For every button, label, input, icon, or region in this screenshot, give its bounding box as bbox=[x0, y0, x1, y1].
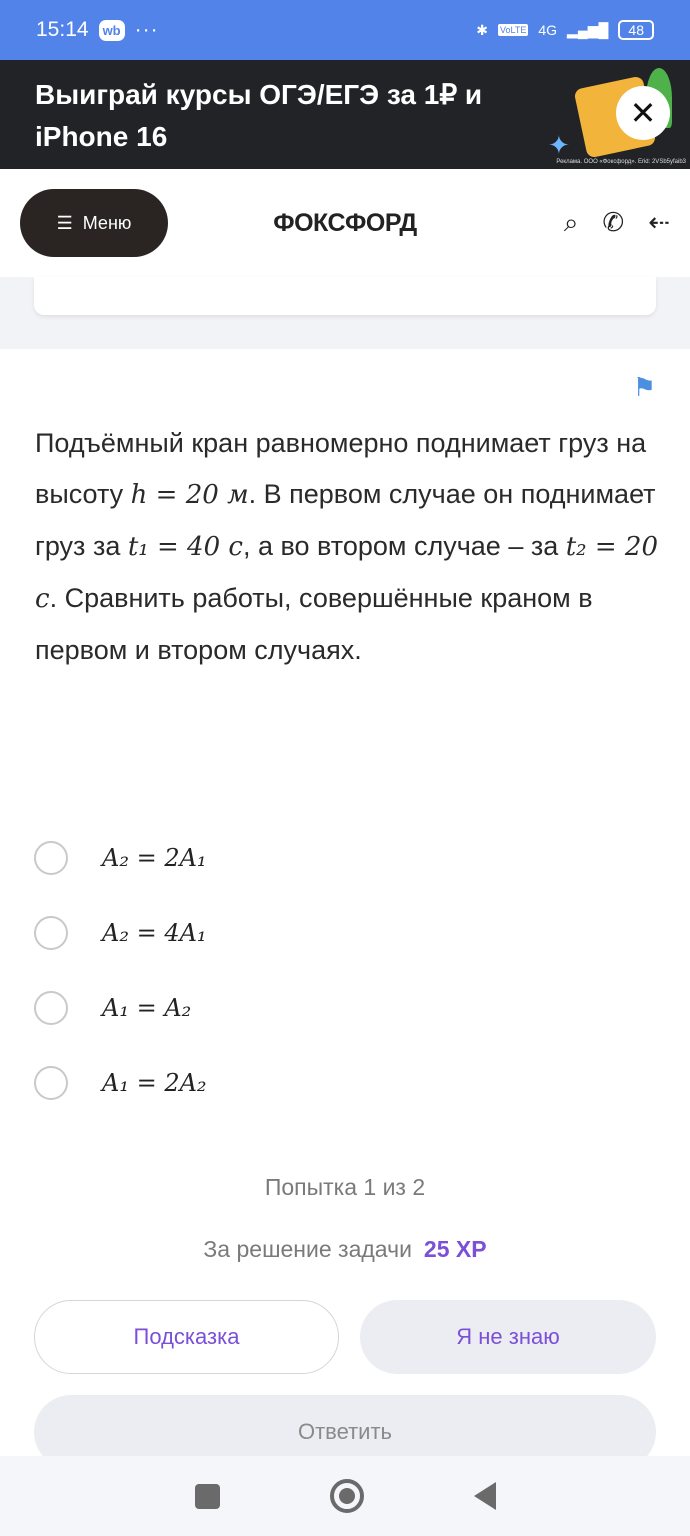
card-bottom bbox=[34, 277, 656, 315]
previous-section bbox=[0, 277, 690, 349]
menu-icon: ☰ bbox=[56, 212, 73, 233]
bluetooth-icon: ✱ bbox=[476, 21, 488, 38]
answer-option[interactable]: A₂ = 2A₁ bbox=[34, 820, 207, 895]
answer-option[interactable]: A₁ = 2A₂ bbox=[34, 1045, 207, 1120]
recent-apps-button[interactable] bbox=[195, 1484, 220, 1509]
login-icon[interactable]: ⇠ bbox=[648, 207, 670, 237]
answer-option[interactable]: A₁ = A₂ bbox=[34, 970, 207, 1045]
answer-option[interactable]: A₂ = 4A₁ bbox=[34, 895, 207, 970]
home-button[interactable] bbox=[330, 1479, 364, 1513]
site-header bbox=[0, 169, 690, 277]
clock: 15:14 bbox=[36, 18, 89, 41]
menu-button[interactable] bbox=[20, 189, 168, 257]
question-text: Подъёмный кран равномерно поднимает груз на высоту h = 20 м. В первом случае он поднимает груз за t₁ = 40 с, а во втором случае – за t₂ = 20 с. Сравнить работы, совершённые краном в первом и втором случаях. bbox=[35, 428, 659, 665]
radio-button[interactable] bbox=[34, 991, 68, 1025]
foxford-logo[interactable]: ФОКСФОРД bbox=[273, 208, 417, 237]
more-notifications-icon: ··· bbox=[134, 18, 159, 41]
signal-icon: ▂▄▆█ bbox=[567, 21, 609, 38]
status-bar bbox=[0, 0, 690, 60]
answer-options bbox=[34, 820, 207, 1120]
xp-value: 25 XP bbox=[423, 1236, 487, 1262]
radio-button[interactable] bbox=[34, 1066, 68, 1100]
close-banner-button[interactable]: ✕ bbox=[616, 86, 670, 140]
banner-title: Выиграй курсы ОГЭ/ЕГЭ за 1₽ и iPhone 16 bbox=[35, 79, 483, 152]
volte-icon: VoLTE bbox=[500, 25, 527, 35]
search-icon[interactable]: ⌕ bbox=[563, 207, 579, 237]
battery-icon: 48 bbox=[618, 20, 654, 40]
attempt-counter: Попытка 1 из 2 bbox=[264, 1174, 426, 1200]
network-label: 4G bbox=[538, 22, 558, 38]
sparkle-icon: ✦ bbox=[548, 130, 570, 160]
ad-disclaimer: Реклама. ООО «Фоксфорд». Erid: 2VSb5yfaib3 bbox=[556, 159, 686, 165]
answer-button[interactable]: Ответить bbox=[34, 1395, 656, 1469]
radio-button[interactable] bbox=[34, 841, 68, 875]
wb-app-icon: wb bbox=[99, 20, 125, 41]
menu-label: Меню bbox=[82, 212, 132, 233]
promo-banner[interactable] bbox=[0, 60, 690, 169]
dont-know-button[interactable]: Я не знаю bbox=[360, 1300, 656, 1374]
android-nav-bar bbox=[0, 1456, 690, 1536]
hint-button[interactable]: Подсказка bbox=[34, 1300, 339, 1374]
back-button[interactable] bbox=[474, 1482, 496, 1510]
phone-icon[interactable]: ✆ bbox=[602, 207, 625, 237]
reward-info: За решение задачи 25 XP bbox=[203, 1236, 487, 1262]
radio-button[interactable] bbox=[34, 916, 68, 950]
report-flag-icon[interactable]: ⚑ bbox=[632, 372, 656, 402]
